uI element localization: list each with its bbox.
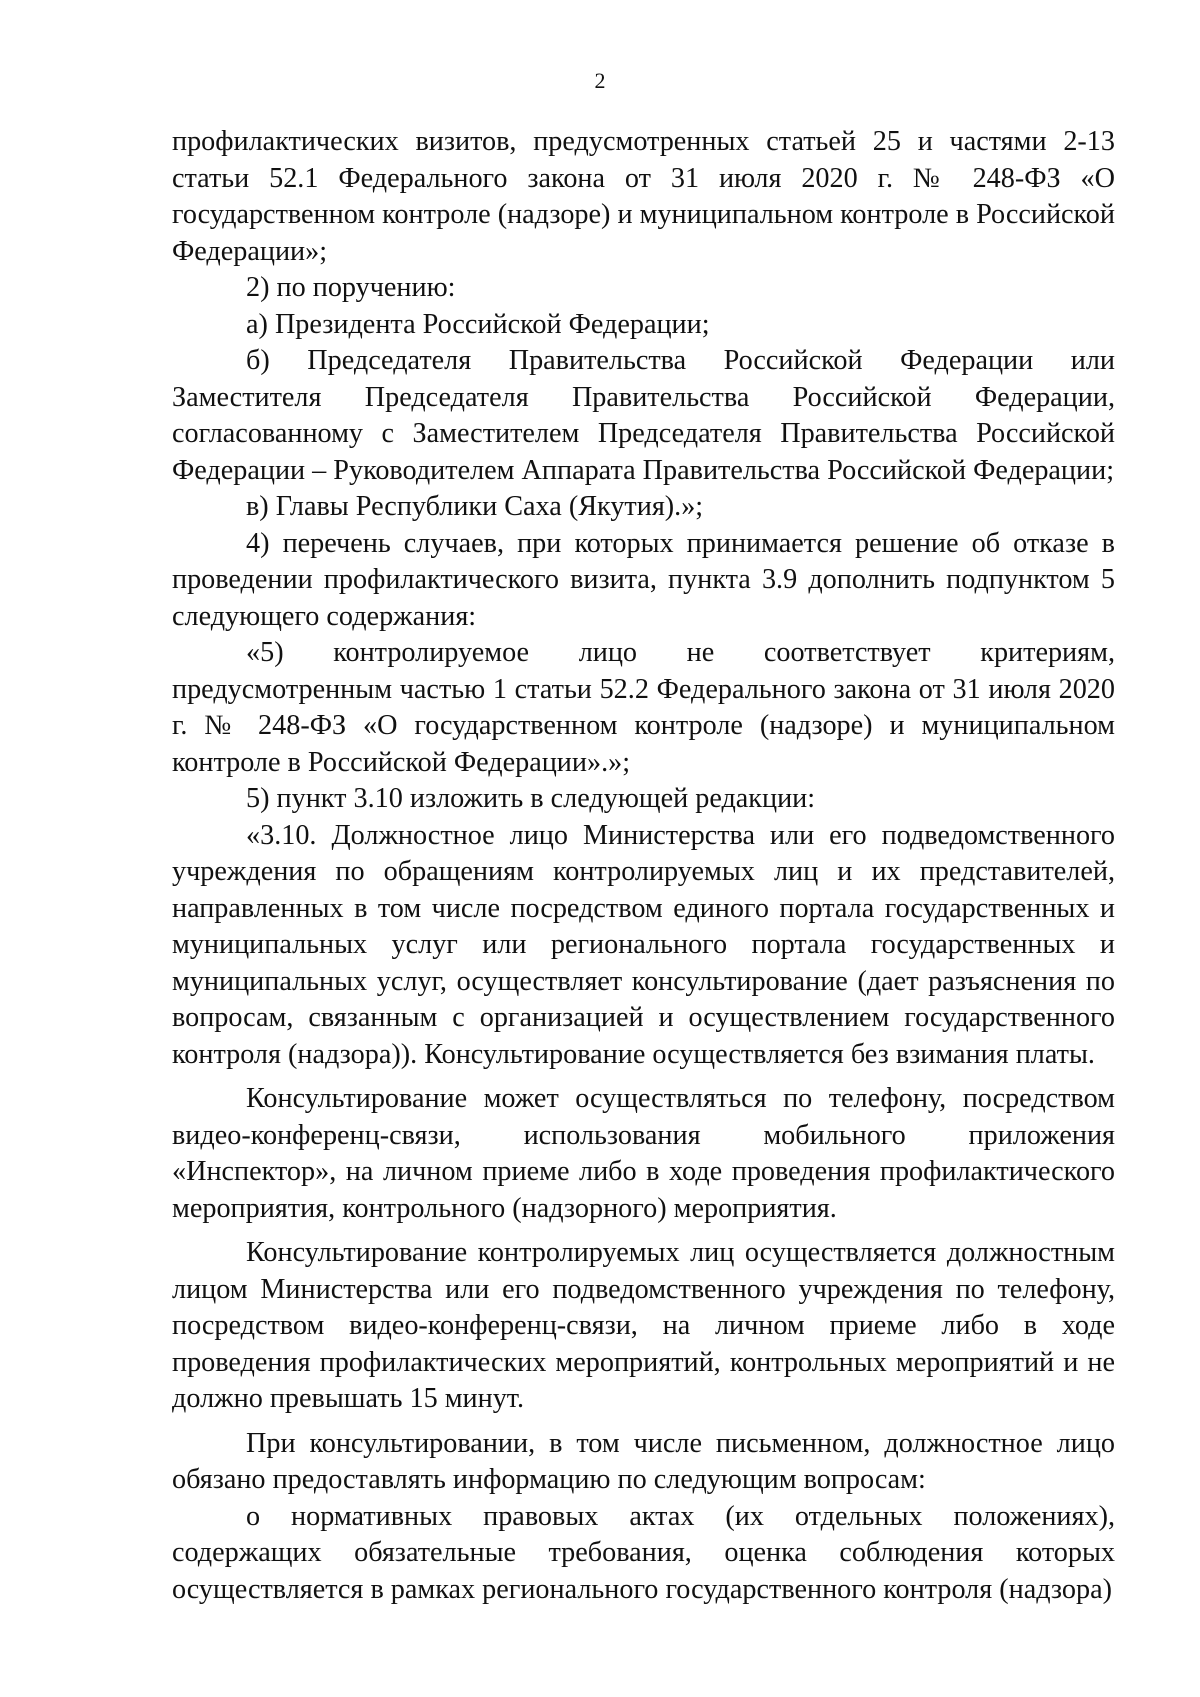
- paragraph-item-v: в) Главы Республики Саха (Якутия).»;: [246, 491, 704, 522]
- paragraph-consultation-methods: Консультирование может осуществляться по телефону, посредством видео-конференц-связи, использования мобильного приложения «Инспектор», на личном приеме либо в ходе проведения профилактического мероприятия, контрольного (надзорного) мероприятия.: [172, 1083, 1115, 1224]
- paragraph-clause-3-10: «3.10. Должностное лицо Министерства или его подведомственного учреждения по обращениям контролируемых лиц и их представителей, направленных в том числе посредством единого портала государственных и муниципальных услуг или регионального портала государственных и муниципальных услуг, осуществляет консультирование (дает разъяснения по вопросам, связанным с организацией и осуществлением государственного контроля (надзора)). Консультирование осуществляется без взимания платы.: [172, 819, 1115, 1070]
- paragraph-item-5-quote: «5) контролируемое лицо не соответствует критериям, предусмотренным частью 1 статьи 52.2 Федерального закона от 31 июля 2020 г. № 248-ФЗ «О государственном контроле (надзоре) и муниципальном контроле в Российской Федерации».»;: [172, 637, 1115, 778]
- document-body: [172, 124, 1115, 1608]
- paragraph-item-5: 5) пункт 3.10 изложить в следующей редакции:: [246, 783, 816, 814]
- paragraph-item-2: 2) по поручению:: [246, 272, 456, 303]
- paragraph-consultation-topics: При консультировании, в том числе письменном, должностное лицо обязано предоставлять информацию по следующим вопросам:: [172, 1427, 1115, 1495]
- paragraph-item-a: а) Президента Российской Федерации;: [246, 308, 710, 340]
- paragraph-topic-normative-acts: о нормативных правовых актах (их отдельных положениях), содержащих обязательные требования, оценка соблюдения которых осуществляется в рамках регионального государственного контроля (надзора): [172, 1500, 1115, 1605]
- paragraph-item-b: б) Председателя Правительства Российской Федерации или Заместителя Председателя Правительства Российской Федерации, согласованному с Заместителем Председателя Правительства Российской Федерации – Руководителем Аппарата Правительства Российской Федерации;: [172, 345, 1115, 486]
- paragraph-consultation-duration: Консультирование контролируемых лиц осуществляется должностным лицом Министерства или его подведомственного учреждения по телефону, посредством видео-конференц-связи, на личном приеме либо в ходе проведения профилактических мероприятий, контрольных мероприятий и не должно превышать 15 минут.: [172, 1237, 1115, 1414]
- paragraph-continuation: профилактических визитов, предусмотренных статьей 25 и частями 2-13 статьи 52.1 Федерального закона от 31 июля 2020 г. № 248-ФЗ «О государственном контроле (надзоре) и муниципальном контроле в Российской Федерации»;: [172, 126, 1115, 267]
- paragraph-item-4: 4) перечень случаев, при которых принимается решение об отказе в проведении профилактического визита, пункта 3.9 дополнить подпунктом 5 следующего содержания:: [172, 527, 1115, 632]
- page-number: 2: [594, 68, 606, 93]
